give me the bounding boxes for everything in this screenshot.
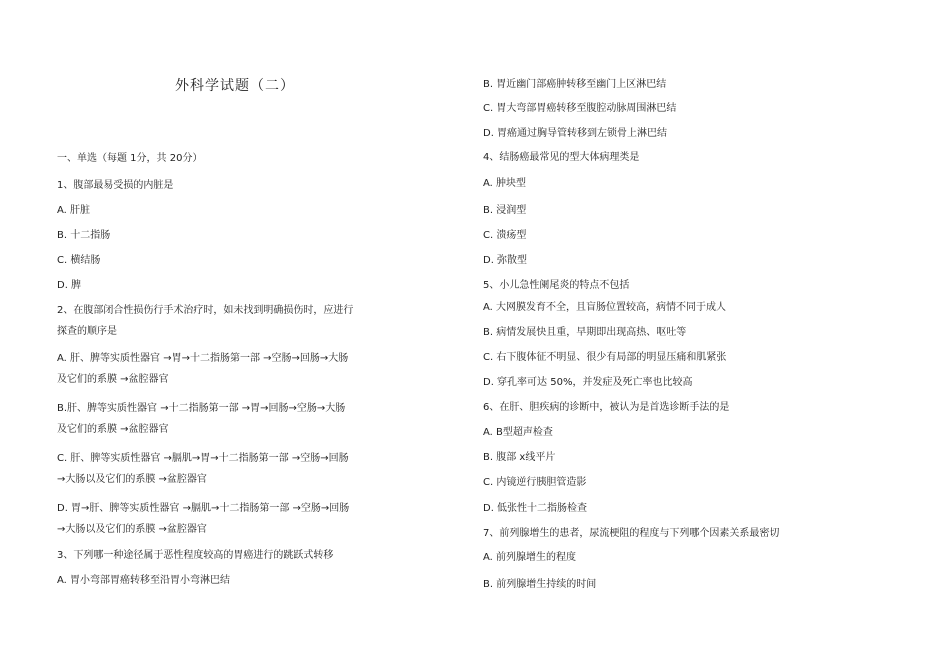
answer-option-continued: →大肠以及它们的系膜 →盆腔器官 (57, 474, 207, 485)
question-text: 2、在腹部闭合性损伤行手术治疗时，如未找到明确损伤时，应进行 (57, 305, 354, 316)
answer-option: D. 胃癌通过胸导管转移到左锁骨上淋巴结 (483, 128, 668, 139)
answer-option: D. 低张性十二指肠检查 (483, 503, 588, 514)
answer-option: D. 胃→肝、脾等实质性器官 →膈肌→十二指肠第一部 →空肠→回肠 (57, 503, 350, 514)
answer-option: B. 十二指肠 (57, 230, 111, 241)
answer-option: B. 前列腺增生持续的时间 (483, 579, 597, 590)
answer-option: B. 腹部 x线平片 (483, 452, 556, 463)
answer-option: C. 右下腹体征不明显、很少有局部的明显压痛和肌紧张 (483, 352, 727, 363)
answer-option: A. B型超声检查 (483, 427, 553, 438)
answer-option-continued: 及它们的系膜 →盆腔器官 (57, 424, 169, 435)
answer-option: A. 肝脏 (57, 205, 91, 216)
answer-option: D. 穿孔率可达 50%，并发症及死亡率也比较高 (483, 377, 693, 388)
answer-option: B. 病情发展快且重，早期即出现高热、呕吐等 (483, 327, 687, 338)
question-text-continued: 探查的顺序是 (57, 326, 117, 337)
answer-option-continued: 及它们的系膜 →盆腔器官 (57, 374, 169, 385)
answer-option: C. 肝、脾等实质性器官 →膈肌→胃→十二指肠第一部 →空肠→回肠 (57, 453, 349, 464)
question-text: 3、下列哪一种途径属于恶性程度较高的胃癌进行的跳跃式转移 (57, 550, 334, 561)
answer-option: D. 脾 (57, 280, 82, 291)
answer-option: C. 溃疡型 (483, 230, 527, 241)
answer-option: A. 前列腺增生的程度 (483, 552, 577, 563)
question-text: 5、小儿急性阑尾炎的特点不包括 (483, 280, 630, 291)
answer-option: A. 胃小弯部胃癌转移至沿胃小弯淋巴结 (57, 575, 231, 586)
answer-option: A. 大网膜发育不全，且盲肠位置较高，病情不同于成人 (483, 302, 727, 313)
page-title: 外科学试题（二） (175, 78, 295, 94)
answer-option: C. 内镜逆行胰胆管造影 (483, 477, 587, 488)
answer-option: C. 横结肠 (57, 255, 101, 266)
question-text: 4、结肠癌最常见的型大体病理类是 (483, 152, 640, 163)
question-text: 7、前列腺增生的患者，尿流梗阻的程度与下列哪个因素关系最密切 (483, 528, 780, 539)
answer-option: B.肝、脾等实质性器官 →十二指肠第一部 →胃→回肠→空肠→大肠 (57, 403, 346, 414)
answer-option: A. 肝、脾等实质性器官 →胃→十二指肠第一部 →空肠→回肠→大肠 (57, 353, 349, 364)
answer-option-continued: →大肠以及它们的系膜 →盆腔器官 (57, 524, 207, 535)
answer-option: A. 肿块型 (483, 178, 527, 189)
answer-option: B. 胃近幽门部癌肿转移至幽门上区淋巴结 (483, 79, 667, 90)
section-heading: 一、单选（每题 1分，共 20分） (57, 153, 203, 164)
answer-option: C. 胃大弯部胃癌转移至腹腔动脉周围淋巴结 (483, 103, 677, 114)
question-text: 6、在肝、胆疾病的诊断中，被认为是首选诊断手法的是 (483, 402, 730, 413)
question-text: 1、腹部最易受损的内脏是 (57, 180, 174, 191)
answer-option: D. 弥散型 (483, 255, 528, 266)
answer-option: B. 浸润型 (483, 205, 527, 216)
